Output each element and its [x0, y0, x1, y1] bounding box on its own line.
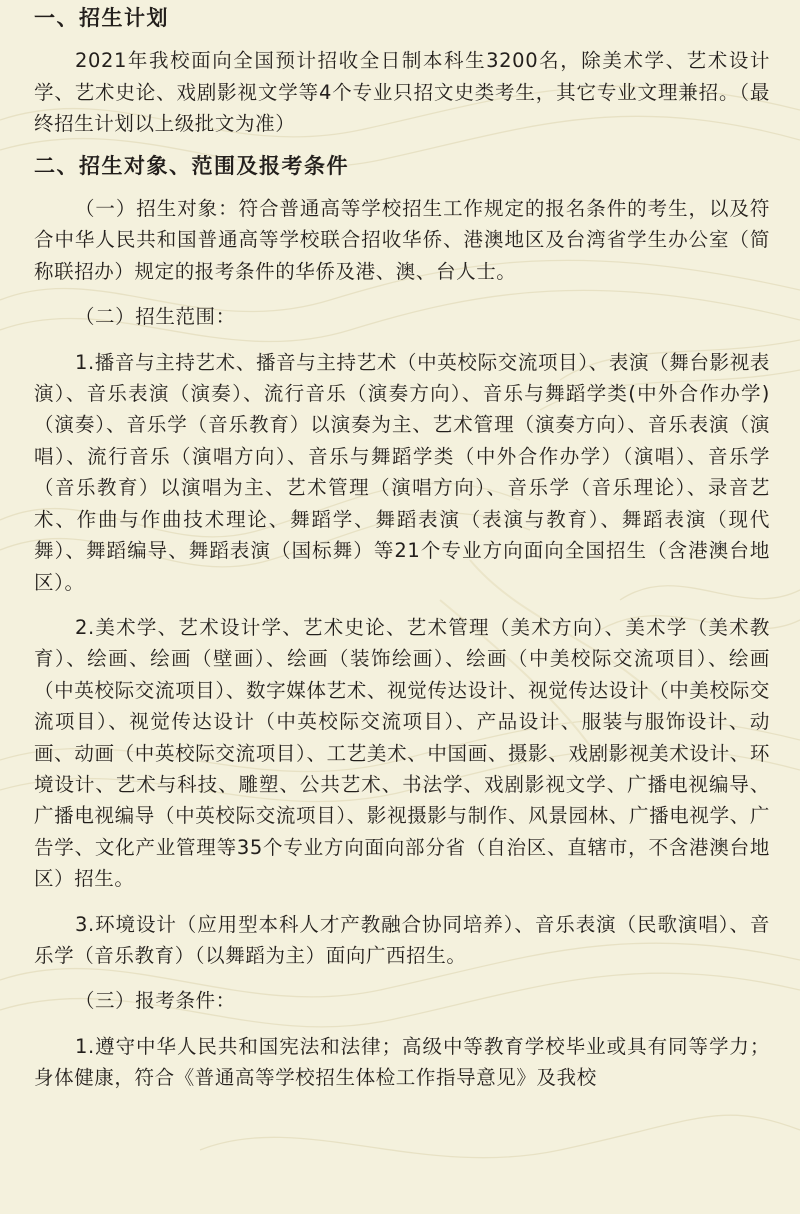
plan-paragraph: 2021年我校面向全国预计招收全日制本科生3200名，除美术学、艺术设计学、艺术史论、戏剧影视文学等4个专业只招文史类考生，其它专业文理兼招。（最终招生计划以上级批文为准）	[34, 49, 770, 136]
target-paragraph: （一）招生对象：符合普通高等学校招生工作规定的报名条件的考生，以及符合中华人民共和国普通高等学校联合招收华侨、港澳地区及台湾省学生办公室（简称联招办）规定的报考条件的华侨及港、澳、台人士。	[34, 197, 770, 283]
section-heading-targets: 二、招生对象、范围及报考条件	[34, 153, 349, 178]
scope-item: 2.美术学、艺术设计学、艺术史论、艺术管理（美术方向）、美术学（美术教育）、绘画、绘画（壁画）、绘画（装饰绘画）、绘画（中美校际交流项目）、绘画（中英校际交流项目）、数字媒体艺术、视觉传达设计、视觉传达设计（中美校际交流项目）、视觉传达设计（中英校际交流项目）、产品设计、服装与服饰设计、动画、动画（中英校际交流项目）、工艺美术、中国画、摄影、戏剧影视美术设计、环境设计、艺术与科技、雕塑、公共艺术、书法学、戏剧影视文学、广播电视编导、广播电视编导（中英校际交流项目）、影视摄影与制作、风景园林、广播电视学、广告学、文化产业管理等35个专业方向面向部分省（自治区、直辖市，不含港澳台地区）招生。	[34, 615, 770, 891]
conditions-title: （三）报考条件：	[74, 989, 236, 1013]
section-heading-plan: 一、招生计划	[34, 6, 169, 30]
scope-title: （二）招生范围：	[74, 305, 236, 329]
conditions-item: 1.遵守中华人民共和国宪法和法律；高级中等教育学校毕业或具有同等学力；身体健康，符合《普通高等学校招生体检工作指导意见》及我校	[34, 1034, 770, 1090]
scope-item: 3.环境设计（应用型本科人才产教融合协同培养）、音乐表演（民歌演唱）、音乐学（音乐教育）（以舞蹈为主）面向广西招生。	[34, 912, 770, 967]
scope-item: 1.播音与主持艺术、播音与主持艺术（中英校际交流项目）、表演（舞台影视表演）、音乐表演（演奏）、流行音乐（演奏方向）、音乐与舞蹈学类(中外合作办学)（演奏）、音乐学（音乐教育）以演奏为主、艺术管理（演奏方向）、音乐表演（演唱）、流行音乐（演唱方向）、音乐与舞蹈学类（中外合作办学）（演唱）、音乐学（音乐教育）以演唱为主、艺术管理（演唱方向）、音乐学（音乐理论）、录音艺术、作曲与作曲技术理论、舞蹈学、舞蹈表演（表演与教育）、舞蹈表演（现代舞）、舞蹈编导、舞蹈表演（国标舞）等21个专业方向面向全国招生（含港澳台地区）。	[34, 350, 770, 594]
